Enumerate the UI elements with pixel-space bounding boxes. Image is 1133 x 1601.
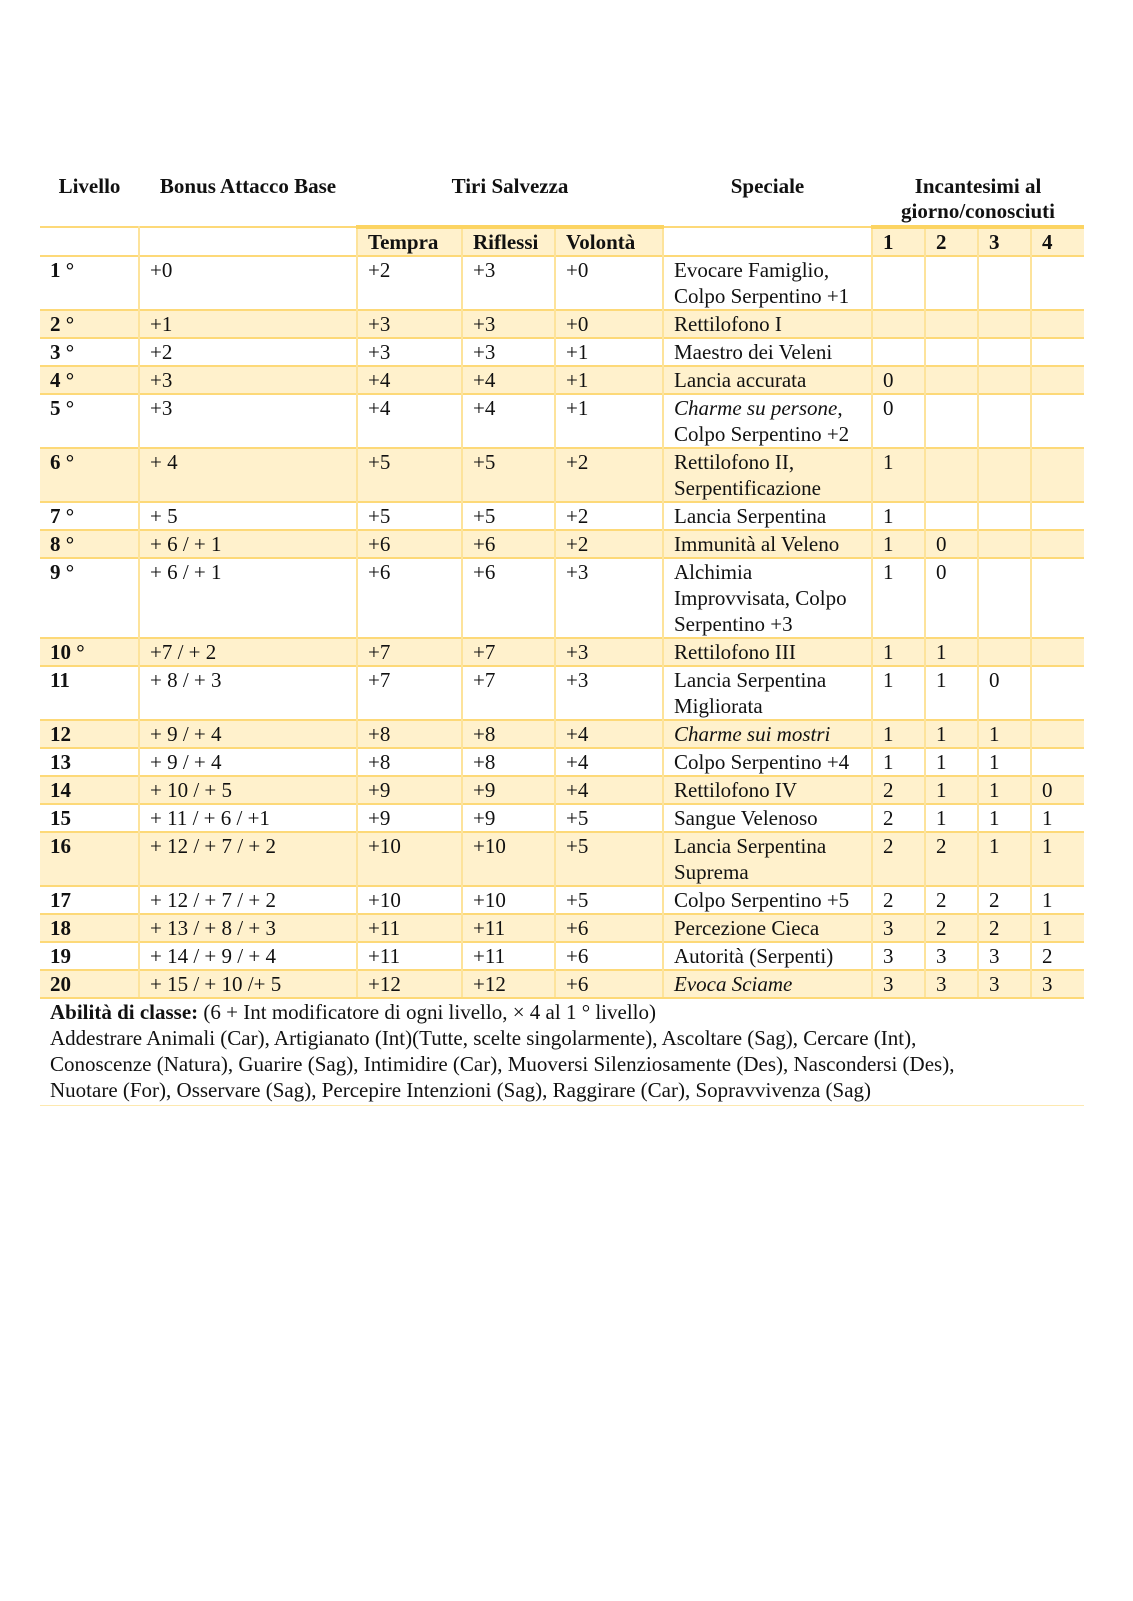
table-row bbox=[40, 310, 1084, 338]
header-incantesimi-line1: Incantesimi al bbox=[914, 174, 1042, 198]
spell-cell-3 bbox=[978, 256, 1031, 310]
riflessi-cell: +4 bbox=[462, 394, 555, 448]
spell-cell-4: 0 bbox=[1031, 776, 1084, 804]
special-cell bbox=[663, 366, 872, 394]
tempra-cell: +2 bbox=[357, 256, 462, 310]
spell-cell-3: 1 bbox=[978, 804, 1031, 832]
spell-cell-1 bbox=[872, 310, 925, 338]
riflessi-cell: +8 bbox=[462, 720, 555, 748]
riflessi-cell: +12 bbox=[462, 970, 555, 997]
header-livello: Livello bbox=[58, 174, 121, 198]
spell-cell-2: 1 bbox=[925, 776, 978, 804]
volonta-cell: +6 bbox=[555, 914, 663, 942]
spell-cell-3: 3 bbox=[978, 970, 1031, 997]
spell-cell-1: 3 bbox=[872, 970, 925, 997]
spell-cell-2 bbox=[925, 448, 978, 502]
special-text: Alchimia Improvvisata, Colpo Serpentino +3 bbox=[674, 560, 847, 636]
tempra-cell: +8 bbox=[357, 748, 462, 776]
bab-cell: + 12 / + 7 / + 2 bbox=[139, 832, 357, 886]
spell-cell-1: 1 bbox=[872, 502, 925, 530]
special-text: Immunità al Veleno bbox=[674, 532, 840, 556]
special-cell bbox=[663, 914, 872, 942]
special-cell bbox=[663, 804, 872, 832]
class-skills-list-line3: Nuotare (For), Osservare (Sag), Percepire Intenzioni (Sag), Raggirare (Car), Sopravvivenza (Sag) bbox=[50, 1078, 872, 1102]
special-cell bbox=[663, 776, 872, 804]
table-row bbox=[40, 914, 1084, 942]
riflessi-cell: +3 bbox=[462, 338, 555, 366]
class-skills-list-line1: Addestrare Animali (Car), Artigianato (Int)(Tutte, scelte singolarmente), Ascoltare (Sag), Cercare (Int), bbox=[50, 1026, 917, 1050]
bab-cell: +3 bbox=[139, 366, 357, 394]
spell-cell-4: 2 bbox=[1031, 942, 1084, 970]
volonta-cell: +4 bbox=[555, 776, 663, 804]
subheader-spell-2: 2 bbox=[925, 227, 978, 256]
special-text: Lancia Serpentina Migliorata bbox=[674, 668, 827, 718]
table-row bbox=[40, 448, 1084, 502]
level-cell: 19 bbox=[50, 944, 71, 968]
spell-cell-3 bbox=[978, 338, 1031, 366]
spell-cell-4 bbox=[1031, 720, 1084, 748]
subheader-tempra: Tempra bbox=[357, 227, 462, 256]
table-row bbox=[40, 748, 1084, 776]
class-skills-formula: (6 + Int modificatore di ogni livello, × 4 al 1 ° livello) bbox=[198, 1000, 656, 1024]
tempra-cell: +7 bbox=[357, 638, 462, 666]
table-row bbox=[40, 666, 1084, 720]
header-incantesimi bbox=[872, 174, 1084, 224]
table-body bbox=[40, 256, 1084, 997]
special-text: Colpo Serpentino +5 bbox=[674, 888, 850, 912]
level-cell: 9 ° bbox=[50, 560, 75, 584]
bab-cell: +7 / + 2 bbox=[139, 638, 357, 666]
spell-cell-4 bbox=[1031, 394, 1084, 448]
special-text: Maestro dei Veleni bbox=[674, 340, 833, 364]
bab-cell: + 6 / + 1 bbox=[139, 530, 357, 558]
volonta-cell: +6 bbox=[555, 970, 663, 997]
tempra-cell: +4 bbox=[357, 394, 462, 448]
bab-cell: + 9 / + 4 bbox=[139, 748, 357, 776]
table-row bbox=[40, 366, 1084, 394]
volonta-cell: +2 bbox=[555, 448, 663, 502]
spell-cell-2 bbox=[925, 338, 978, 366]
bab-cell: + 13 / + 8 / + 3 bbox=[139, 914, 357, 942]
tempra-cell: +10 bbox=[357, 886, 462, 914]
level-cell: 18 bbox=[40, 914, 139, 942]
volonta-cell: +3 bbox=[555, 638, 663, 666]
bab-cell: + 14 / + 9 / + 4 bbox=[139, 942, 357, 970]
subheader-spell-4: 4 bbox=[1031, 227, 1084, 256]
tempra-cell: +11 bbox=[357, 942, 462, 970]
spell-cell-1: 1 bbox=[872, 558, 925, 638]
riflessi-cell: +10 bbox=[462, 886, 555, 914]
spell-cell-4: 1 bbox=[1031, 914, 1084, 942]
table-row bbox=[40, 776, 1084, 804]
spell-cell-3 bbox=[978, 448, 1031, 502]
level-cell: 16 bbox=[40, 832, 139, 886]
spell-cell-4 bbox=[1031, 338, 1084, 366]
volonta-cell: +4 bbox=[555, 748, 663, 776]
spell-cell-3: 1 bbox=[978, 832, 1031, 886]
volonta-cell: +2 bbox=[555, 530, 663, 558]
spell-cell-1 bbox=[872, 338, 925, 366]
riflessi-cell: +7 bbox=[462, 666, 555, 720]
special-text: Percezione Cieca bbox=[674, 916, 820, 940]
header-bab: Bonus Attacco Base bbox=[159, 174, 337, 198]
special-text: Rettilofono III bbox=[674, 640, 796, 664]
special-italic-text: Charme sui mostri bbox=[674, 722, 831, 746]
spell-cell-1: 2 bbox=[872, 886, 925, 914]
spell-cell-1: 1 bbox=[872, 748, 925, 776]
spell-cell-3 bbox=[978, 530, 1031, 558]
spell-cell-3: 3 bbox=[978, 942, 1031, 970]
tempra-cell: +3 bbox=[357, 310, 462, 338]
spell-cell-1: 1 bbox=[872, 666, 925, 720]
spell-cell-4 bbox=[1031, 748, 1084, 776]
special-cell bbox=[663, 970, 872, 997]
subheader-volonta: Volontà bbox=[555, 227, 663, 256]
spell-cell-4 bbox=[1031, 638, 1084, 666]
spell-cell-2: 2 bbox=[925, 832, 978, 886]
spell-cell-2: 3 bbox=[925, 942, 978, 970]
special-cell bbox=[663, 530, 872, 558]
spell-cell-4 bbox=[1031, 256, 1084, 310]
spell-cell-2: 2 bbox=[925, 914, 978, 942]
volonta-cell: +3 bbox=[555, 666, 663, 720]
bab-cell: + 11 / + 6 / +1 bbox=[139, 804, 357, 832]
level-cell: 15 bbox=[50, 806, 71, 830]
subheader-blank-level bbox=[40, 227, 139, 256]
spell-cell-2 bbox=[925, 256, 978, 310]
bab-cell: + 6 / + 1 bbox=[139, 558, 357, 638]
table-row bbox=[40, 530, 1084, 558]
table-row bbox=[40, 256, 1084, 310]
volonta-cell: +2 bbox=[555, 502, 663, 530]
special-italic-text: Charme su persone bbox=[674, 396, 838, 420]
tempra-cell: +6 bbox=[357, 530, 462, 558]
bab-cell: + 10 / + 5 bbox=[139, 776, 357, 804]
spell-cell-4 bbox=[1031, 448, 1084, 502]
special-text: , Colpo Serpentino +2 bbox=[674, 396, 850, 446]
tempra-cell: +7 bbox=[357, 666, 462, 720]
riflessi-cell: +11 bbox=[462, 942, 555, 970]
special-cell bbox=[663, 256, 872, 310]
riflessi-cell: +9 bbox=[462, 804, 555, 832]
bab-cell: +3 bbox=[139, 394, 357, 448]
special-text: Lancia accurata bbox=[674, 368, 807, 392]
volonta-cell: +1 bbox=[555, 366, 663, 394]
spell-cell-3: 0 bbox=[978, 666, 1031, 720]
volonta-cell: +5 bbox=[555, 804, 663, 832]
level-cell: 11 bbox=[50, 668, 70, 692]
table-row bbox=[40, 638, 1084, 666]
volonta-cell: +5 bbox=[555, 832, 663, 886]
tempra-cell: +5 bbox=[357, 502, 462, 530]
table-row bbox=[40, 886, 1084, 914]
spell-cell-4 bbox=[1031, 666, 1084, 720]
tempra-cell: +5 bbox=[357, 448, 462, 502]
level-cell: 8 ° bbox=[40, 530, 139, 558]
subheader-riflessi: Riflessi bbox=[462, 227, 555, 256]
level-cell: 3 ° bbox=[50, 340, 75, 364]
header-incantesimi-line2: giorno/conosciuti bbox=[900, 199, 1055, 223]
special-cell bbox=[663, 394, 872, 448]
spell-cell-3: 1 bbox=[978, 748, 1031, 776]
spell-cell-2 bbox=[925, 310, 978, 338]
spell-cell-1: 3 bbox=[872, 942, 925, 970]
level-cell: 10 ° bbox=[40, 638, 139, 666]
spell-cell-4: 1 bbox=[1031, 886, 1084, 914]
tempra-cell: +11 bbox=[357, 914, 462, 942]
special-text: Lancia Serpentina Suprema bbox=[674, 834, 827, 884]
tempra-cell: +12 bbox=[357, 970, 462, 997]
spell-cell-3: 1 bbox=[978, 776, 1031, 804]
spell-cell-1: 2 bbox=[872, 832, 925, 886]
volonta-cell: +5 bbox=[555, 886, 663, 914]
special-cell bbox=[663, 558, 872, 638]
bab-cell: + 4 bbox=[139, 448, 357, 502]
riflessi-cell: +3 bbox=[462, 256, 555, 310]
header-speciale: Speciale bbox=[730, 174, 805, 198]
riflessi-cell: +4 bbox=[462, 366, 555, 394]
tempra-cell: +4 bbox=[357, 366, 462, 394]
spell-cell-1: 2 bbox=[872, 776, 925, 804]
riflessi-cell: +5 bbox=[462, 448, 555, 502]
bab-cell: + 12 / + 7 / + 2 bbox=[139, 886, 357, 914]
special-cell bbox=[663, 832, 872, 886]
level-cell: 4 ° bbox=[40, 366, 139, 394]
table-row bbox=[40, 832, 1084, 886]
special-text: Rettilofono II, Serpentificazione bbox=[674, 450, 821, 500]
bab-cell: + 5 bbox=[139, 502, 357, 530]
spell-cell-3 bbox=[978, 502, 1031, 530]
bab-cell: + 15 / + 10 /+ 5 bbox=[139, 970, 357, 997]
spell-cell-3: 1 bbox=[978, 720, 1031, 748]
riflessi-cell: +7 bbox=[462, 638, 555, 666]
riflessi-cell: +9 bbox=[462, 776, 555, 804]
tempra-cell: +3 bbox=[357, 338, 462, 366]
volonta-cell: +6 bbox=[555, 942, 663, 970]
table-row bbox=[40, 970, 1084, 997]
spell-cell-2 bbox=[925, 502, 978, 530]
spell-cell-3 bbox=[978, 638, 1031, 666]
table-row bbox=[40, 942, 1084, 970]
special-cell bbox=[663, 942, 872, 970]
level-cell: 17 bbox=[50, 888, 71, 912]
class-skills-list-line2: Conoscenze (Natura), Guarire (Sag), Intimidire (Car), Muoversi Silenziosamente (Des), Nascondersi (Des), bbox=[50, 1052, 955, 1076]
table-row bbox=[40, 720, 1084, 748]
spell-cell-2: 1 bbox=[925, 748, 978, 776]
spell-cell-1: 0 bbox=[872, 394, 925, 448]
volonta-cell: +4 bbox=[555, 720, 663, 748]
spell-cell-3 bbox=[978, 310, 1031, 338]
spell-cell-1: 1 bbox=[872, 530, 925, 558]
special-text: Colpo Serpentino +4 bbox=[674, 750, 850, 774]
class-skills-label: Abilità di classe: bbox=[50, 1000, 199, 1024]
riflessi-cell: +8 bbox=[462, 748, 555, 776]
spell-cell-3: 2 bbox=[978, 914, 1031, 942]
riflessi-cell: +3 bbox=[462, 310, 555, 338]
level-cell: 20 bbox=[40, 970, 139, 997]
special-text: Sangue Velenoso bbox=[674, 806, 818, 830]
subheader-blank-speciale bbox=[663, 227, 872, 256]
tempra-cell: +9 bbox=[357, 804, 462, 832]
spell-cell-2: 1 bbox=[925, 666, 978, 720]
spell-cell-2: 1 bbox=[925, 638, 978, 666]
spell-cell-3: 2 bbox=[978, 886, 1031, 914]
spell-cell-1: 2 bbox=[872, 804, 925, 832]
tempra-cell: +6 bbox=[357, 558, 462, 638]
riflessi-cell: +6 bbox=[462, 558, 555, 638]
table-row bbox=[40, 502, 1084, 530]
spell-cell-4: 1 bbox=[1031, 832, 1084, 886]
special-cell bbox=[663, 720, 872, 748]
riflessi-cell: +11 bbox=[462, 914, 555, 942]
volonta-cell: +1 bbox=[555, 338, 663, 366]
spell-cell-2 bbox=[925, 394, 978, 448]
header-tiri-salvezza: Tiri Salvezza bbox=[451, 174, 569, 198]
tempra-cell: +8 bbox=[357, 720, 462, 748]
spell-cell-4 bbox=[1031, 366, 1084, 394]
spell-cell-4: 3 bbox=[1031, 970, 1084, 997]
table-row bbox=[40, 394, 1084, 448]
special-text: Evocare Famiglio, Colpo Serpentino +1 bbox=[674, 258, 850, 308]
table-row bbox=[40, 804, 1084, 832]
spell-cell-3 bbox=[978, 394, 1031, 448]
special-cell bbox=[663, 502, 872, 530]
subheader-row bbox=[40, 227, 1084, 256]
level-cell: 14 bbox=[40, 776, 139, 804]
class-progression-page bbox=[40, 170, 1084, 1106]
riflessi-cell: +10 bbox=[462, 832, 555, 886]
spell-cell-1: 1 bbox=[872, 638, 925, 666]
bab-cell: +2 bbox=[139, 338, 357, 366]
spell-cell-4: 1 bbox=[1031, 804, 1084, 832]
special-text: Rettilofono I bbox=[674, 312, 782, 336]
spell-cell-2: 1 bbox=[925, 720, 978, 748]
spell-cell-2: 1 bbox=[925, 804, 978, 832]
spell-cell-1 bbox=[872, 256, 925, 310]
level-cell: 5 ° bbox=[50, 396, 75, 420]
table-row bbox=[40, 558, 1084, 638]
table-top-headers bbox=[40, 170, 1084, 225]
bab-cell: +1 bbox=[139, 310, 357, 338]
class-skills-heading bbox=[50, 999, 1084, 1025]
subheader-spell-3: 3 bbox=[978, 227, 1031, 256]
level-cell: 13 bbox=[50, 750, 71, 774]
level-cell: 6 ° bbox=[40, 448, 139, 502]
spell-cell-1: 1 bbox=[872, 720, 925, 748]
riflessi-cell: +6 bbox=[462, 530, 555, 558]
spell-cell-3 bbox=[978, 558, 1031, 638]
level-cell: 7 ° bbox=[50, 504, 75, 528]
level-cell: 2 ° bbox=[40, 310, 139, 338]
subheader-blank-bab bbox=[139, 227, 357, 256]
spell-cell-2: 2 bbox=[925, 886, 978, 914]
subheader-spell-1: 1 bbox=[872, 227, 925, 256]
spell-cell-1: 3 bbox=[872, 914, 925, 942]
bab-cell: +0 bbox=[139, 256, 357, 310]
spell-cell-2: 3 bbox=[925, 970, 978, 997]
volonta-cell: +3 bbox=[555, 558, 663, 638]
volonta-cell: +0 bbox=[555, 256, 663, 310]
progression-table bbox=[40, 225, 1084, 997]
special-cell bbox=[663, 310, 872, 338]
table-row bbox=[40, 338, 1084, 366]
spell-cell-4 bbox=[1031, 310, 1084, 338]
spell-cell-2: 0 bbox=[925, 530, 978, 558]
spell-cell-4 bbox=[1031, 502, 1084, 530]
spell-cell-4 bbox=[1031, 558, 1084, 638]
special-italic-text: Evoca Sciame bbox=[674, 972, 793, 996]
special-cell bbox=[663, 638, 872, 666]
tempra-cell: +10 bbox=[357, 832, 462, 886]
level-cell: 12 bbox=[40, 720, 139, 748]
spell-cell-2 bbox=[925, 366, 978, 394]
volonta-cell: +1 bbox=[555, 394, 663, 448]
spell-cell-1: 0 bbox=[872, 366, 925, 394]
special-cell bbox=[663, 748, 872, 776]
class-skills-section bbox=[40, 997, 1084, 1106]
special-text: Autorità (Serpenti) bbox=[674, 944, 834, 968]
special-cell bbox=[663, 338, 872, 366]
spell-cell-3 bbox=[978, 366, 1031, 394]
special-cell bbox=[663, 448, 872, 502]
bab-cell: + 8 / + 3 bbox=[139, 666, 357, 720]
riflessi-cell: +5 bbox=[462, 502, 555, 530]
special-text: Rettilofono IV bbox=[674, 778, 798, 802]
bab-cell: + 9 / + 4 bbox=[139, 720, 357, 748]
special-text: Lancia Serpentina bbox=[674, 504, 827, 528]
tempra-cell: +9 bbox=[357, 776, 462, 804]
spell-cell-4 bbox=[1031, 530, 1084, 558]
volonta-cell: +0 bbox=[555, 310, 663, 338]
special-cell bbox=[663, 886, 872, 914]
special-cell bbox=[663, 666, 872, 720]
spell-cell-1: 1 bbox=[872, 448, 925, 502]
spell-cell-2: 0 bbox=[925, 558, 978, 638]
level-cell: 1 ° bbox=[50, 258, 75, 282]
